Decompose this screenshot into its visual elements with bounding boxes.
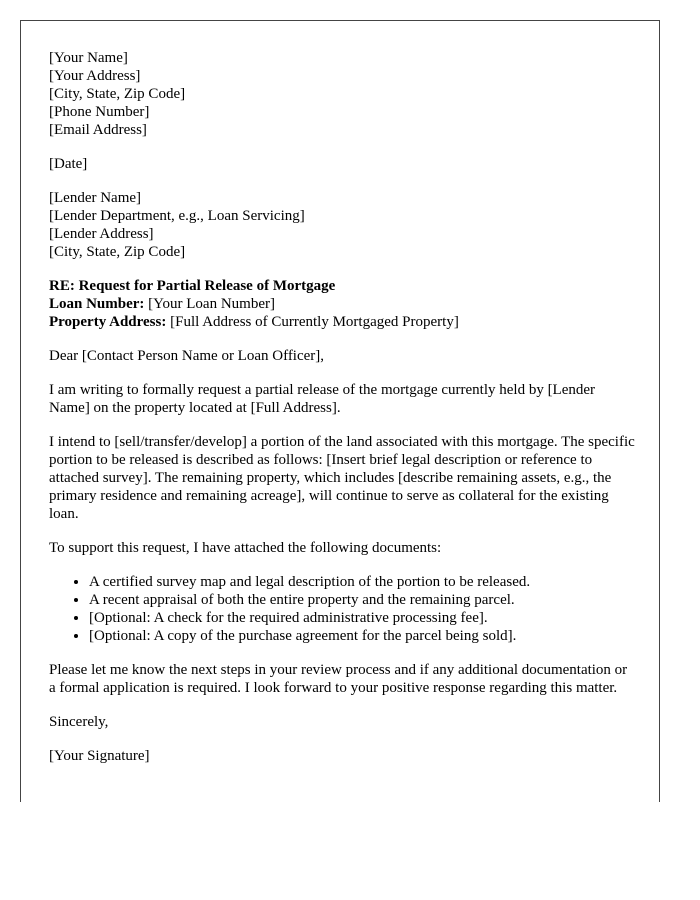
subject-block xyxy=(49,277,635,331)
loan-number-line xyxy=(49,295,635,313)
property-address-line xyxy=(49,313,635,331)
paragraph-intent: I intend to [sell/transfer/develop] a portion of the land associated with this mortgage. The specific portion to be released is described as follows: [Insert brief legal description or reference to attached survey]. The remaining property, which includes [describe remaining assets, e.g., the primary residence and remaining acreage], will continue to serve as collateral for the existing loan. xyxy=(49,434,635,522)
list-item: • [Optional: A copy of the purchase agreement for the parcel being sold]. xyxy=(89,627,635,645)
subject-re: RE: Request for Partial Release of Mortgage xyxy=(49,278,336,294)
subject-re-line xyxy=(49,277,635,295)
list-item: • A certified survey map and legal description of the portion to be released. xyxy=(89,573,635,591)
letter-body xyxy=(49,49,635,781)
signature: [Your Signature] xyxy=(49,748,150,764)
recipient-department: [Lender Department, e.g., Loan Servicing] xyxy=(49,208,305,224)
recipient-address: [Lender Address] xyxy=(49,226,154,242)
sender-address: [Your Address] xyxy=(49,68,141,84)
recipient-city-state-zip: [City, State, Zip Code] xyxy=(49,244,186,260)
property-address-label: Property Address: xyxy=(49,314,167,330)
sender-email: [Email Address] xyxy=(49,122,147,138)
loan-number-label: Loan Number: xyxy=(49,296,145,312)
sender-block xyxy=(49,49,635,139)
list-item: • [Optional: A check for the required administrative processing fee]. xyxy=(89,609,635,627)
letter-date: [Date] xyxy=(49,156,88,172)
sender-name: [Your Name] xyxy=(49,50,128,66)
paragraph-request: I am writing to formally request a partial release of the mortgage currently held by [Lender Name] on the property located at [Full Address]. xyxy=(49,382,596,416)
recipient-block xyxy=(49,189,635,261)
sign-off: Sincerely, xyxy=(49,714,109,730)
property-address-value: [Full Address of Currently Mortgaged Property] xyxy=(166,314,459,330)
sender-city-state-zip: [City, State, Zip Code] xyxy=(49,86,186,102)
loan-number-value: [Your Loan Number] xyxy=(144,296,275,312)
documents-list xyxy=(49,573,635,645)
paragraph-support: To support this request, I have attached the following documents: xyxy=(49,540,442,556)
recipient-name: [Lender Name] xyxy=(49,190,142,206)
salutation: Dear [Contact Person Name or Loan Officer], xyxy=(49,348,325,364)
list-item: • A recent appraisal of both the entire property and the remaining parcel. xyxy=(89,591,635,609)
letter-page xyxy=(20,20,660,802)
paragraph-closing: Please let me know the next steps in your review process and if any additional documentation or a formal application is required. I look forward to your positive response regarding this matter. xyxy=(49,662,628,696)
date-block xyxy=(49,155,635,173)
sender-phone: [Phone Number] xyxy=(49,104,150,120)
